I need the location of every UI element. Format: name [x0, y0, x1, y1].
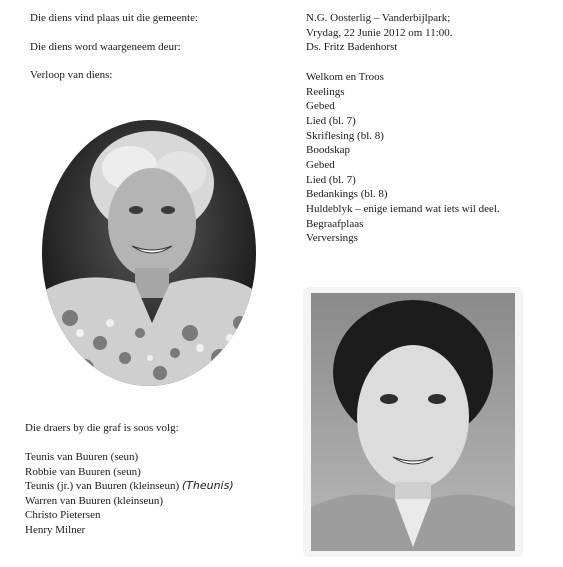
service-order-item: Gebed — [306, 158, 335, 171]
service-order-item: Begraafplaas — [306, 217, 364, 230]
order-label: Verloop van diens: — [30, 69, 113, 81]
portrait-older-photo — [40, 118, 258, 388]
bearer-name: Warren van Buuren (kleinseun) — [25, 494, 164, 507]
service-order-list — [306, 70, 500, 246]
service-order-item: Huldeblyk – enige iemand wat iets wil deel. — [306, 202, 500, 215]
minister-text: Ds. Fritz Badenhorst — [306, 41, 398, 53]
bearer-name: Teunis (jr.) van Buuren (kleinseun) — [25, 480, 180, 493]
bearer-name: Robbie van Buuren (seun) — [25, 465, 141, 478]
portrait-older-image — [40, 118, 258, 388]
portrait-young-image — [303, 287, 523, 557]
bearer-name: Henry Milner — [25, 523, 86, 536]
officiant-label: Die diens word waargeneem deur: — [30, 41, 181, 53]
service-order-item: Boodskap — [306, 144, 350, 157]
service-order-item: Verversings — [306, 232, 358, 245]
bearer-name-row — [25, 479, 234, 494]
service-order-item: Welkom en Troos — [306, 71, 384, 83]
bearers-list — [25, 450, 234, 538]
handwritten-note: (Theunis) — [181, 479, 234, 493]
bearer-name: Teunis van Buuren (seun) — [25, 451, 139, 463]
venue-label: Die diens vind plaas uit die gemeente: — [30, 12, 199, 24]
date-time-text: Vrydag, 22 Junie 2012 om 11:00. — [306, 27, 453, 39]
service-order-item: Skriflesing (bl. 8) — [306, 129, 384, 142]
service-order-item: Gebed — [306, 100, 335, 113]
service-order-item: Lied (bl. 7) — [306, 114, 356, 127]
service-order-item: Lied (bl. 7) — [306, 173, 356, 186]
bearers-title: Die draers by die graf is soos volg: — [25, 422, 179, 434]
portrait-young-photo — [303, 287, 523, 557]
bearer-name: Christo Pietersen — [25, 509, 101, 522]
service-order-item: Bedankings (bl. 8) — [306, 188, 388, 201]
service-order-item: Reelings — [306, 85, 345, 98]
venue-text: N.G. Oosterlig – Vanderbijlpark; — [306, 12, 451, 24]
